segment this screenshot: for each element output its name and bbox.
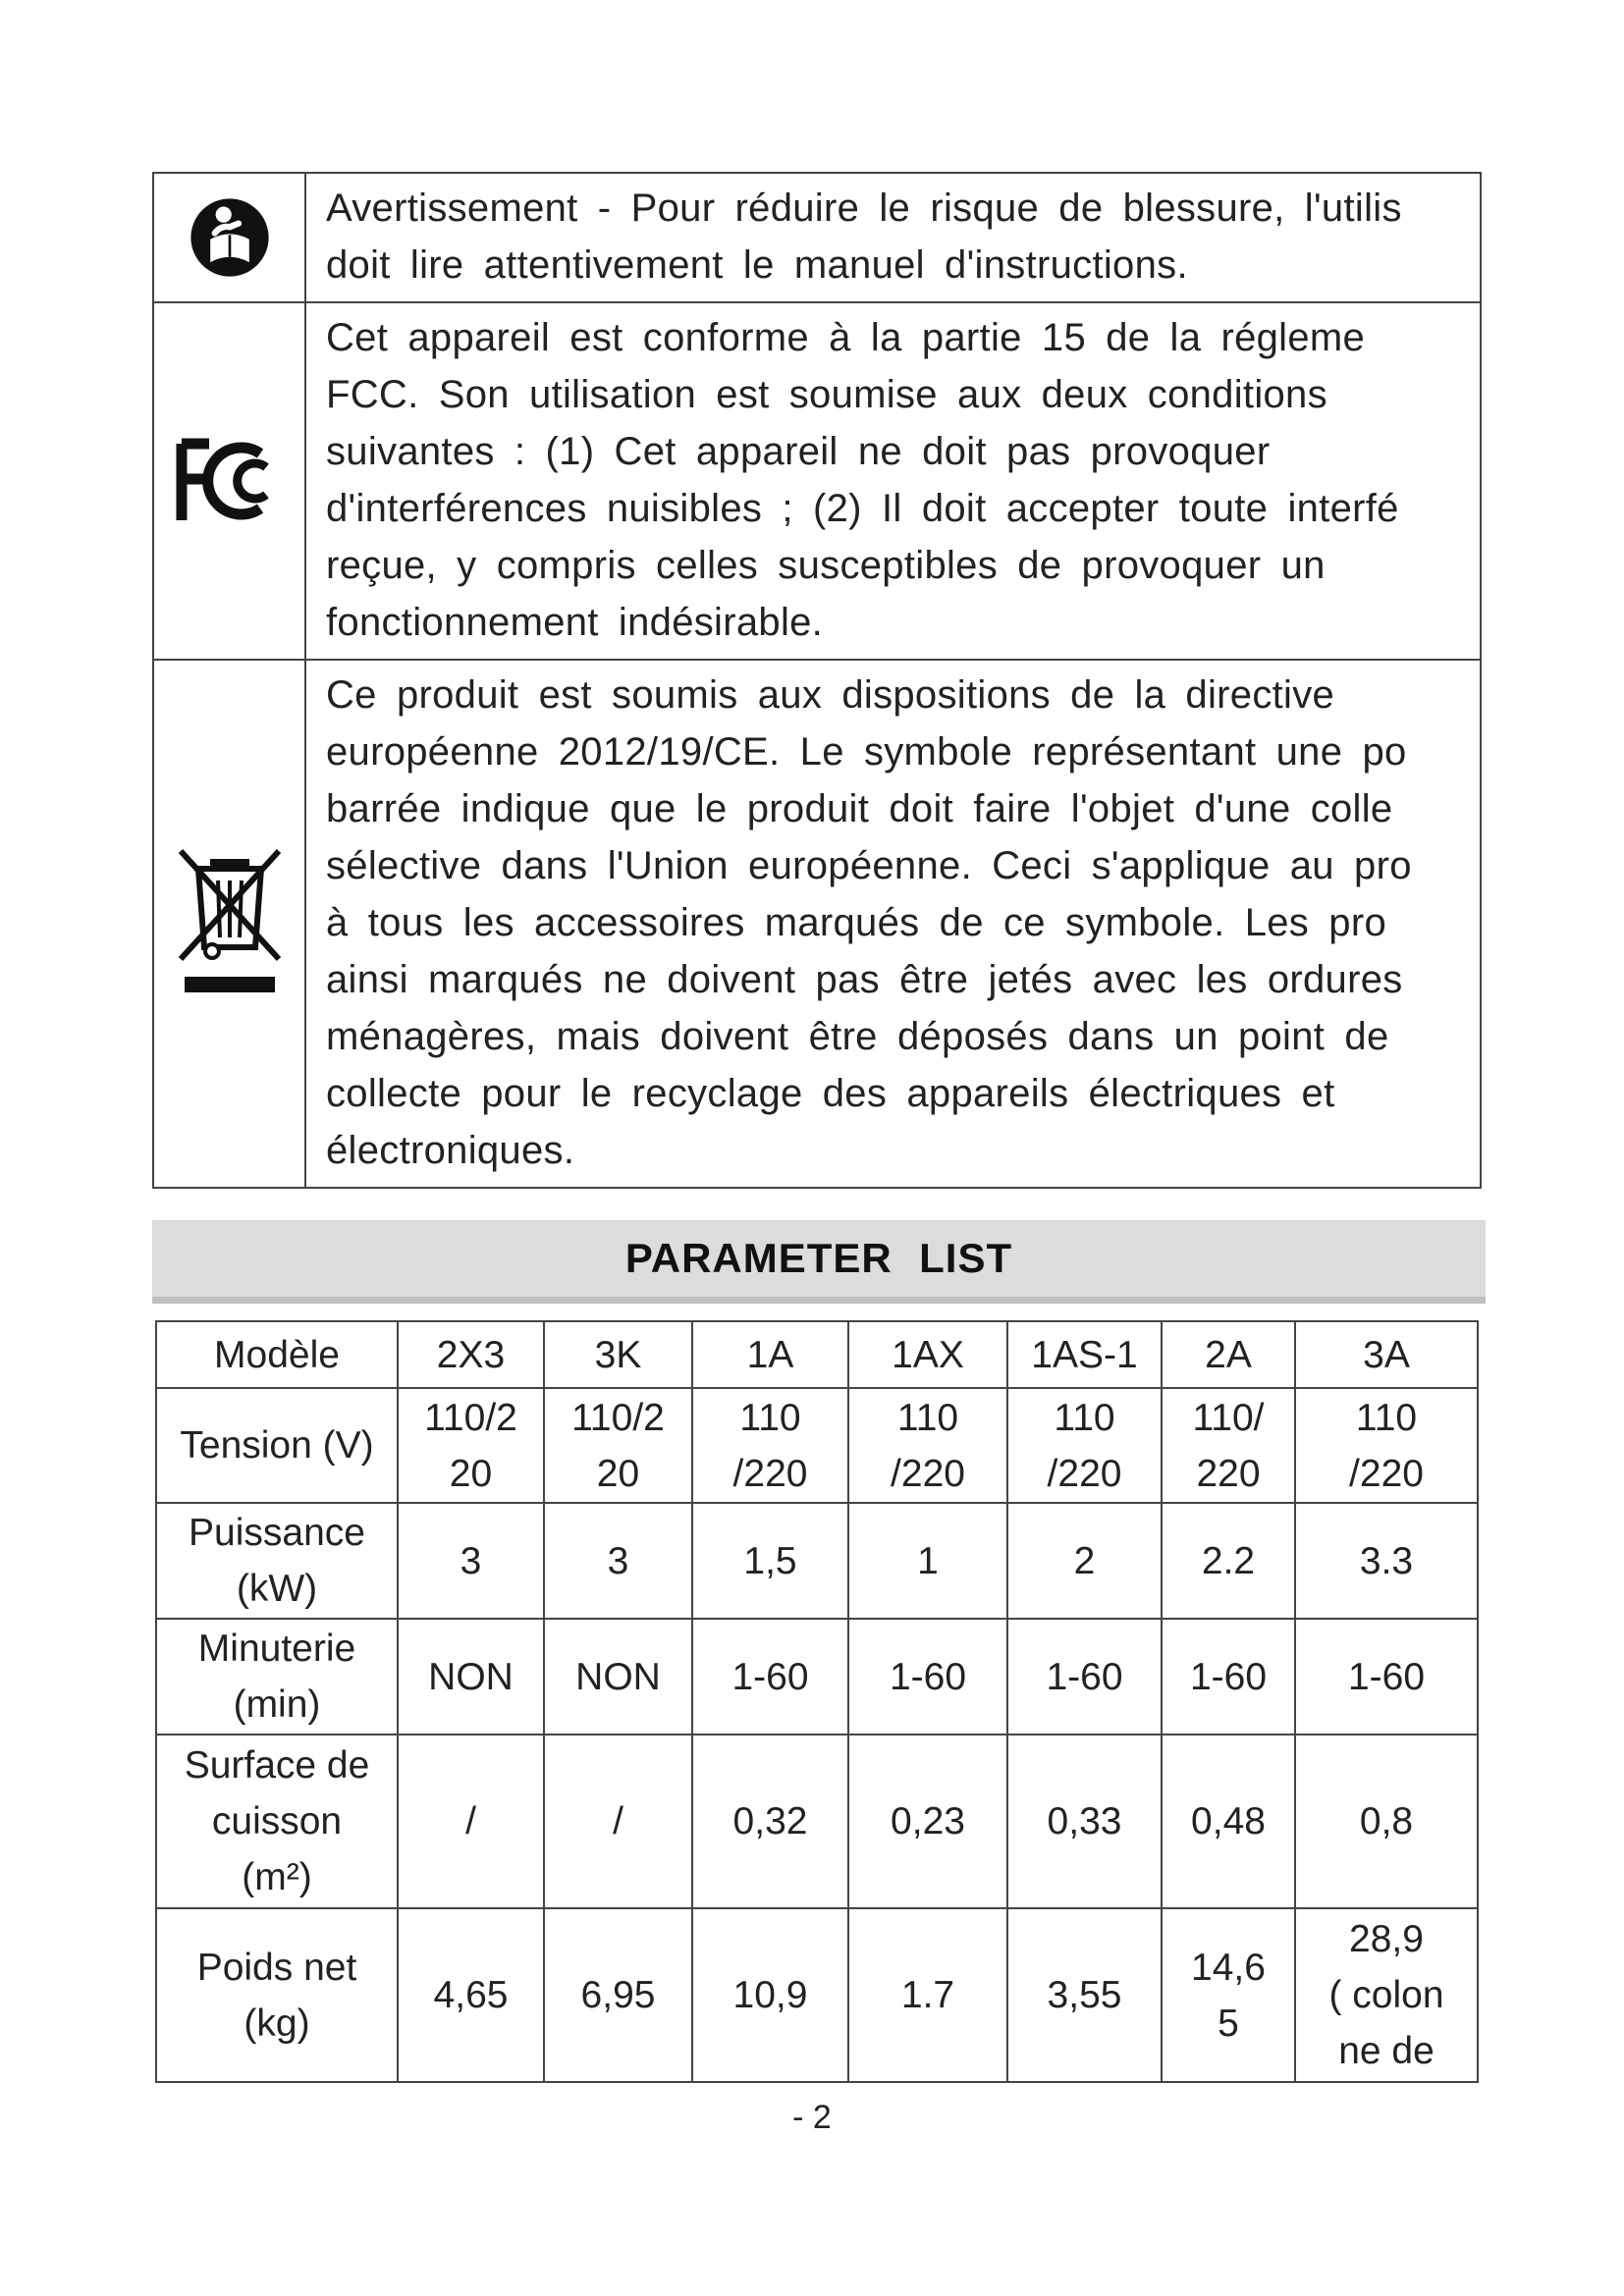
cell-line: NON (575, 1655, 661, 1698)
notice-line: à tous les accessoires marqués de ce symbole. Les pro (326, 901, 1387, 944)
value-cell (1007, 1908, 1162, 2082)
cell-line: 110 (1355, 1396, 1418, 1439)
value-cell (398, 1908, 544, 2082)
header-cell: 2X3 (398, 1321, 544, 1388)
cell-line: 1-60 (1046, 1655, 1123, 1698)
value-cell (1007, 1503, 1162, 1619)
row-label-cell (156, 1908, 398, 2082)
cell-line: 2 (1073, 1539, 1096, 1582)
row-label-cell (156, 1735, 398, 1908)
notices-table (152, 172, 1482, 1189)
header-cell: 3A (1295, 1321, 1478, 1388)
value-cell (1295, 1388, 1478, 1503)
notice-line: sélective dans l'Union européenne. Ceci s'applique au pro (326, 844, 1412, 887)
cell-line: 20 (449, 1452, 493, 1495)
cell-line: 0,32 (732, 1800, 808, 1842)
notice-text (305, 173, 1481, 302)
crossed-bin-weee-icon (175, 845, 285, 1002)
cell-line: 1 (917, 1539, 939, 1582)
value-cell (398, 1735, 544, 1908)
value-cell (544, 1388, 692, 1503)
fcc-logo-icon (176, 432, 284, 530)
cell-line: 5 (1218, 2002, 1239, 2045)
cell-line: Surface de (184, 1744, 370, 1787)
value-cell (1007, 1735, 1162, 1908)
banner-divider (152, 1297, 1486, 1304)
notice-icon-cell (153, 173, 305, 302)
cell-line: /220 (1349, 1452, 1424, 1495)
notice-row-weee (153, 660, 1481, 1188)
header-cell: Modèle (156, 1321, 398, 1388)
header-cell: 1AX (848, 1321, 1007, 1388)
table-row-puissance (156, 1503, 1478, 1619)
cell-line: 110/2 (424, 1396, 517, 1439)
cell-line: 1,5 (743, 1539, 797, 1582)
table-row-minuterie (156, 1619, 1478, 1735)
cell-line: 1.7 (900, 1974, 955, 2016)
cell-line: 0,8 (1359, 1800, 1414, 1842)
value-cell (692, 1503, 848, 1619)
row-label-cell (156, 1619, 398, 1735)
cell-line: (min) (233, 1683, 321, 1726)
parameter-list-banner (152, 1220, 1486, 1297)
parameter-list-title: PARAMETER LIST (624, 1235, 1013, 1281)
cell-line: 0,33 (1047, 1800, 1122, 1842)
cell-line: (kg) (244, 2002, 310, 2045)
cell-line: / (465, 1800, 476, 1842)
cell-line: 10,9 (732, 1974, 808, 2016)
notice-line: doit lire attentivement le manuel d'instructions. (326, 243, 1188, 287)
notice-line: européenne 2012/19/CE. Le symbole représentant une po (326, 730, 1407, 774)
cell-line: 3 (607, 1539, 629, 1582)
cell-line: 110 (1054, 1396, 1115, 1439)
cell-line: 110 (739, 1396, 801, 1439)
row-label-cell (156, 1388, 398, 1503)
value-cell (848, 1908, 1007, 2082)
notice-line: Cet appareil est conforme à la partie 15 de la régleme (326, 316, 1366, 359)
value-cell (1295, 1908, 1478, 2082)
cell-line: (kW) (236, 1568, 318, 1610)
table-row-poids (156, 1908, 1478, 2082)
cell-line: 4,65 (433, 1974, 509, 2016)
header-cell: 3K (544, 1321, 692, 1388)
cell-line: Minuterie (197, 1628, 356, 1670)
cell-line: 110/ (1192, 1396, 1265, 1439)
value-cell (1162, 1619, 1295, 1735)
cell-line: 28,9 (1349, 1918, 1424, 1960)
cell-line: 110 (896, 1396, 959, 1439)
notice-row-fcc (153, 302, 1481, 660)
table-row-surface (156, 1735, 1478, 1908)
cell-line: 20 (596, 1452, 640, 1495)
value-cell (1162, 1503, 1295, 1619)
cell-line: 1-60 (1189, 1655, 1268, 1698)
row-label-cell (156, 1503, 398, 1619)
notice-line: Ce produit est soumis aux dispositions de la directive (326, 673, 1335, 717)
notice-line: fonctionnement indésirable. (326, 601, 824, 644)
value-cell (692, 1908, 848, 2082)
cell-line: /220 (1047, 1452, 1122, 1495)
value-cell (1162, 1388, 1295, 1503)
cell-line: 220 (1196, 1452, 1261, 1495)
value-cell (1295, 1503, 1478, 1619)
value-cell (1007, 1388, 1162, 1503)
table-header-row (156, 1321, 1478, 1388)
value-cell (544, 1735, 692, 1908)
cell-line: Puissance (189, 1512, 365, 1554)
cell-line: (m²) (242, 1856, 312, 1898)
value-cell (692, 1388, 848, 1503)
notice-line: d'interférences nuisibles ; (2) Il doit accepter toute interfé (326, 487, 1399, 530)
cell-line: 2.2 (1201, 1539, 1256, 1582)
value-cell (1295, 1619, 1478, 1735)
read-manual-icon (186, 193, 274, 282)
value-cell (848, 1735, 1007, 1908)
header-cell: 1AS-1 (1007, 1321, 1162, 1388)
cell-line: ne de (1338, 2030, 1435, 2072)
notice-row-warning (153, 173, 1481, 302)
cell-line: /220 (732, 1452, 808, 1495)
cell-line: cuisson (211, 1800, 343, 1842)
cell-line: 6,95 (580, 1974, 656, 2016)
cell-line: NON (428, 1655, 514, 1698)
notice-line: barrée indique que le produit doit faire l'objet d'une colle (326, 787, 1393, 830)
cell-line: 1-60 (889, 1655, 967, 1698)
cell-line: ( colon (1328, 1974, 1444, 2016)
cell-line: Tension (V) (180, 1424, 374, 1467)
notice-icon-cell (153, 660, 305, 1188)
value-cell (1162, 1735, 1295, 1908)
value-cell (398, 1503, 544, 1619)
value-cell (1295, 1735, 1478, 1908)
notice-text (305, 302, 1481, 660)
value-cell (544, 1619, 692, 1735)
parameter-table (155, 1320, 1479, 2083)
notice-line: électroniques. (326, 1129, 575, 1172)
value-cell (1162, 1908, 1295, 2082)
table-row-tension (156, 1388, 1478, 1503)
notice-line: ménagères, mais doivent être déposés dans un point de (326, 1015, 1389, 1058)
cell-line: 14,6 (1191, 1946, 1266, 1989)
notice-icon-cell (153, 302, 305, 660)
value-cell (692, 1735, 848, 1908)
notice-line: Avertissement - Pour réduire le risque de blessure, l'utilis (326, 187, 1402, 230)
cell-line: 0,23 (891, 1800, 965, 1842)
cell-line: 1-60 (731, 1655, 809, 1698)
notice-line: collecte pour le recyclage des appareils électriques et (326, 1072, 1335, 1115)
notice-line: FCC. Son utilisation est soumise aux deux conditions (326, 373, 1327, 416)
notice-line: reçue, y compris celles susceptibles de provoquer un (326, 544, 1326, 587)
cell-line: 3 (460, 1539, 482, 1582)
value-cell (692, 1619, 848, 1735)
header-cell: 1A (692, 1321, 848, 1388)
value-cell (848, 1619, 1007, 1735)
notice-line: suivantes : (1) Cet appareil ne doit pas provoquer (326, 430, 1271, 473)
value-cell (544, 1503, 692, 1619)
cell-line: 110/2 (571, 1396, 665, 1439)
cell-line: / (613, 1800, 623, 1842)
value-cell (848, 1503, 1007, 1619)
value-cell (1007, 1619, 1162, 1735)
value-cell (398, 1619, 544, 1735)
page-number: - 2 (792, 2099, 832, 2136)
cell-line: 0,48 (1191, 1800, 1266, 1842)
cell-line: 3,55 (1047, 1974, 1122, 2016)
cell-line: /220 (891, 1452, 965, 1495)
cell-line: 3.3 (1359, 1539, 1414, 1582)
value-cell (848, 1388, 1007, 1503)
cell-line: Poids net (196, 1946, 357, 1989)
cell-line: 1-60 (1347, 1655, 1426, 1698)
value-cell (398, 1388, 544, 1503)
header-cell: 2A (1162, 1321, 1295, 1388)
value-cell (544, 1908, 692, 2082)
notice-text (305, 660, 1481, 1188)
notice-line: ainsi marqués ne doivent pas être jetés avec les ordures (326, 958, 1403, 1001)
